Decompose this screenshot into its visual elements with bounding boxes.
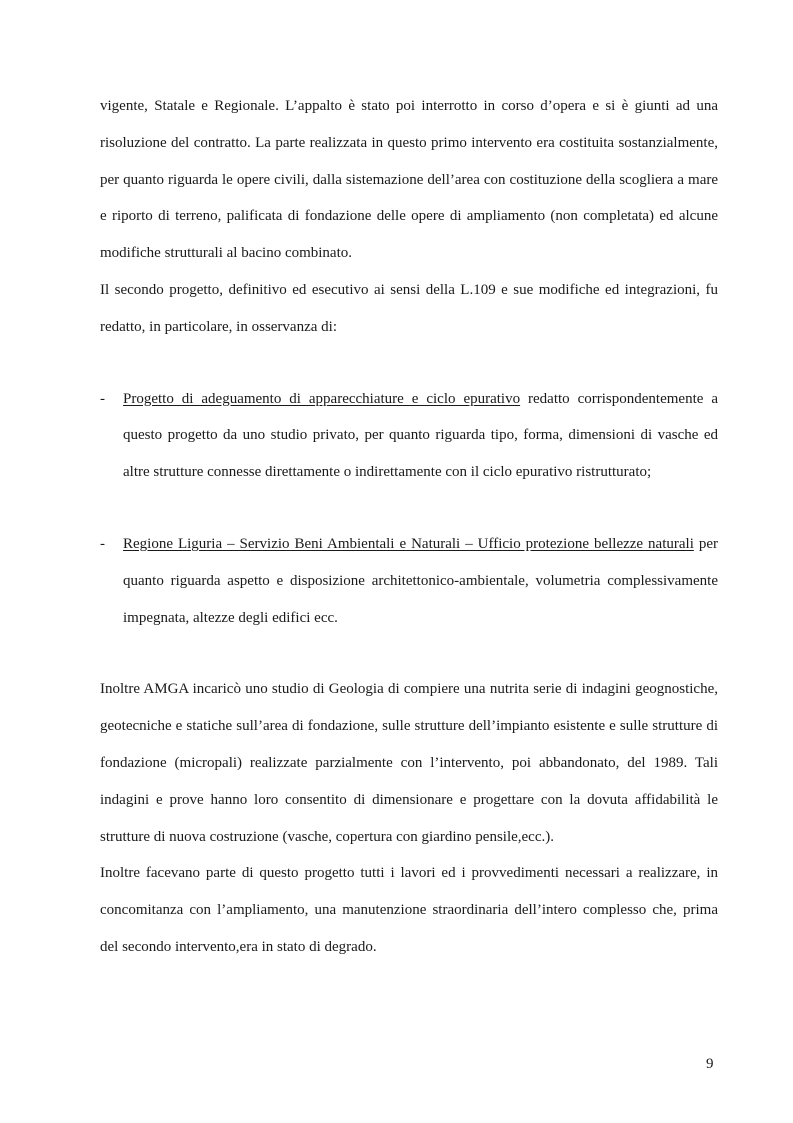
list-item-regione-liguria — [100, 526, 718, 636]
spacer — [100, 636, 718, 671]
underlined-reference: Progetto di adeguamento di apparecchiature e ciclo epurativo — [123, 390, 521, 407]
document-page — [100, 88, 718, 966]
paragraph-contract-resolution: vigente, Statale e Regionale. L’appalto è stato poi interrotto in corso d’opera e si è giunti ad una risoluzione del contratto. La parte realizzata in questo primo intervento era costituita sostanzialmente, per quanto riguarda le opere civili, dalla sistemazione dell’area con costituzione della scogliera a mare e riporto di terreno, palificata di fondazione delle opere di ampliamento (non completata) ed alcune modifiche strutturali al bacino combinato. — [100, 98, 718, 262]
paragraph-maintenance: Inoltre facevano parte di questo progetto tutti i lavori ed i provvedimenti necessari a realizzare, in concomitanza con l’ampliamento, una manutenzione straordinaria dell’intero complesso che, prima del secondo intervento,era in stato di degrado. — [100, 865, 718, 955]
list-item-adeguamento — [100, 381, 718, 491]
underlined-reference: Regione Liguria – Servizio Beni Ambientali e Naturali – Ufficio protezione bellezze naturali — [123, 535, 694, 552]
list-item-description: redatto corrispondentemente a questo progetto da uno studio privato, per quanto riguarda tipo, forma, dimensioni di vasche ed altre strutture connesse direttamente o indirettamente con il ciclo epurativo ristrutturato; — [123, 390, 719, 481]
spacer — [100, 346, 718, 381]
list-dash: - — [100, 390, 105, 407]
page-number: 9 — [706, 1056, 714, 1072]
list-item-text — [123, 526, 718, 636]
spacer — [100, 491, 718, 526]
list-dash: - — [100, 535, 105, 552]
list-item-description: per quanto riguarda aspetto e disposizione architettonico-ambientale, volumetria complessivamente impegnata, altezze degli edifici ecc. — [123, 535, 719, 626]
list-item-text — [123, 381, 718, 491]
paragraph-geology-study: Inoltre AMGA incaricò uno studio di Geologia di compiere una nutrita serie di indagini geognostiche, geotecniche e statiche sull’area di fondazione, sulle strutture dell’impianto esistente e sulle strutture di fondazione (micropali) realizzate parzialmente con l’intervento, poi abbandonato, del 1989. Tali indagini e prove hanno loro consentito di dimensionare e progettare con la dovuta affidabilità le strutture di nuova costruzione (vasche, copertura con giardino pensile,ecc.). — [100, 681, 718, 845]
paragraph-second-project: Il secondo progetto, definitivo ed esecutivo ai sensi della L.109 e sue modifiche ed integrazioni, fu redatto, in particolare, in osservanza di: — [100, 281, 718, 335]
